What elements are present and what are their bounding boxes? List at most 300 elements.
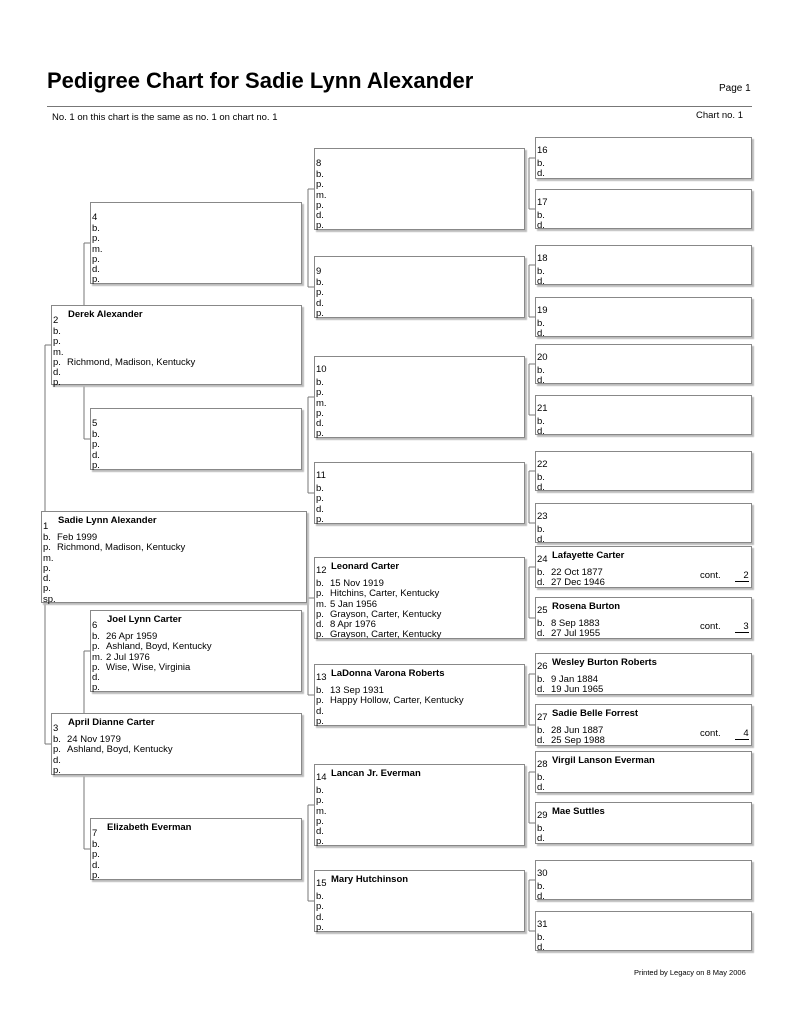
person-box-30[interactable]	[535, 860, 752, 903]
person-name: April Dianne Carter	[68, 717, 155, 728]
person-number: 23	[537, 511, 548, 522]
person-box-13[interactable]	[314, 664, 525, 726]
continuation-ref	[700, 728, 749, 740]
person-details	[43, 533, 185, 605]
detail-row	[43, 554, 185, 564]
detail-label: d.	[537, 220, 545, 232]
person-details	[316, 686, 464, 727]
detail-label: d.	[537, 684, 545, 696]
person-details	[316, 378, 330, 440]
detail-value: 13 Sep 1931	[330, 685, 384, 696]
person-box-19[interactable]	[535, 297, 752, 340]
detail-label: b.	[537, 210, 545, 221]
person-box-22[interactable]	[535, 451, 752, 494]
person-name: Sadie Belle Forrest	[552, 708, 639, 719]
person-details	[92, 840, 106, 881]
detail-row	[92, 461, 106, 471]
detail-label: p.	[316, 307, 324, 319]
detail-label: p.	[316, 901, 324, 913]
detail-value: Ashland, Boyd, Kentucky	[67, 744, 173, 756]
person-box-3[interactable]	[51, 713, 302, 775]
chart-number: Chart no. 1	[696, 110, 743, 121]
detail-label: b.	[316, 785, 324, 796]
detail-label: d.	[537, 577, 545, 589]
person-number: 17	[537, 197, 548, 208]
detail-value: Feb 1999	[57, 532, 98, 543]
detail-label: d.	[53, 367, 61, 379]
detail-label: p.	[92, 682, 100, 694]
person-name: Derek Alexander	[68, 309, 143, 320]
person-name: Wesley Burton Roberts	[552, 657, 657, 668]
detail-label: p.	[316, 695, 324, 707]
person-name: Rosena Burton	[552, 601, 621, 612]
detail-row	[537, 483, 551, 493]
detail-label: b.	[53, 326, 61, 337]
detail-label: p.	[92, 274, 100, 286]
detail-label: b.	[316, 277, 324, 288]
detail-label: p.	[53, 764, 61, 776]
detail-value: Grayson, Carter, Kentucky	[330, 608, 442, 620]
person-box-17[interactable]	[535, 189, 752, 232]
detail-label: b.	[316, 169, 324, 180]
person-details	[537, 568, 605, 589]
person-box-29[interactable]	[535, 802, 752, 844]
detail-label: b.	[537, 472, 545, 483]
detail-label: m.	[316, 397, 327, 409]
detail-row	[316, 630, 441, 640]
detail-label: p.	[43, 542, 51, 554]
person-box-27[interactable]	[535, 704, 752, 746]
detail-label: p.	[316, 513, 324, 525]
detail-label: d.	[537, 942, 545, 954]
detail-value: Hitchins, Carter, Kentucky	[330, 588, 440, 600]
detail-label: p.	[316, 921, 324, 933]
page-title: Pedigree Chart for Sadie Lynn Alexander	[47, 68, 474, 93]
detail-label: p.	[43, 562, 51, 574]
detail-value: 27 Dec 1946	[551, 577, 605, 589]
detail-label: b.	[537, 416, 545, 427]
detail-label: b.	[537, 266, 545, 277]
detail-label: p.	[316, 795, 324, 807]
person-box-1[interactable]	[41, 511, 307, 603]
cont-chart-number[interactable]: 3	[735, 621, 749, 633]
detail-label: d.	[92, 859, 100, 871]
person-box-14[interactable]	[314, 764, 525, 846]
detail-label: p.	[316, 608, 324, 620]
detail-label: d.	[537, 782, 545, 794]
detail-label: p.	[92, 661, 100, 673]
detail-value: Happy Hollow, Carter, Kentucky	[330, 695, 464, 707]
detail-label: p.	[53, 356, 61, 368]
person-box-23[interactable]	[535, 503, 752, 546]
detail-label: m.	[316, 598, 327, 610]
detail-label: b.	[43, 532, 51, 543]
detail-label: p.	[316, 715, 324, 727]
detail-label: b.	[537, 365, 545, 376]
person-number: 21	[537, 403, 548, 414]
person-number: 6	[92, 620, 98, 631]
detail-label: p.	[316, 179, 324, 191]
person-number: 10	[316, 364, 327, 375]
person-name: Elizabeth Everman	[107, 822, 192, 833]
cont-label: cont.	[700, 621, 721, 632]
detail-label: p.	[316, 387, 324, 399]
cont-chart-number[interactable]: 2	[735, 570, 749, 582]
detail-row	[53, 358, 195, 368]
page-number: Page 1	[719, 83, 751, 94]
person-details	[537, 267, 551, 288]
person-number: 20	[537, 352, 548, 363]
detail-label: b.	[537, 674, 545, 685]
person-number: 8	[316, 158, 322, 169]
detail-label: p.	[53, 744, 61, 756]
detail-row	[92, 275, 106, 285]
detail-label: p.	[316, 836, 324, 848]
person-number: 18	[537, 253, 548, 264]
detail-row	[316, 429, 330, 439]
detail-row	[537, 535, 551, 545]
detail-value: 25 Sep 1988	[551, 735, 605, 747]
person-box-9[interactable]	[314, 256, 525, 318]
person-details	[92, 430, 106, 471]
person-details	[537, 473, 551, 494]
detail-label: b.	[537, 772, 545, 783]
detail-label: p.	[316, 407, 324, 419]
person-number: 31	[537, 919, 548, 930]
detail-value: Wise, Wise, Virginia	[106, 661, 191, 673]
detail-value: 2 Jul 1976	[106, 651, 150, 663]
person-box-20[interactable]	[535, 344, 752, 387]
detail-label: b.	[316, 377, 324, 388]
person-number: 16	[537, 145, 548, 156]
detail-row	[537, 685, 603, 695]
detail-label: b.	[316, 578, 324, 589]
detail-label: d.	[316, 911, 324, 923]
detail-label: p.	[43, 583, 51, 595]
detail-row	[43, 595, 185, 605]
detail-label: d.	[316, 705, 324, 717]
detail-row	[53, 378, 195, 388]
person-box-10[interactable]	[314, 356, 525, 438]
detail-value: 28 Jun 1887	[551, 725, 604, 736]
person-box-24[interactable]	[535, 546, 752, 588]
detail-label: p.	[92, 439, 100, 451]
person-name: Lafayette Carter	[552, 550, 625, 561]
person-details	[92, 632, 212, 694]
detail-row	[53, 756, 173, 766]
detail-value: 15 Nov 1919	[330, 578, 384, 589]
person-number: 5	[92, 418, 98, 429]
person-box-31[interactable]	[535, 911, 752, 954]
person-details	[53, 735, 173, 776]
detail-value: 22 Oct 1877	[551, 567, 603, 578]
person-box-8[interactable]	[314, 148, 525, 230]
person-name: Joel Lynn Carter	[107, 614, 182, 625]
detail-value: 9 Jan 1884	[551, 674, 599, 685]
detail-row	[43, 574, 185, 584]
detail-value: Richmond, Madison, Kentucky	[67, 356, 196, 368]
detail-label: d.	[316, 826, 324, 838]
detail-row	[53, 745, 173, 755]
detail-label: d.	[316, 210, 324, 222]
person-details	[537, 525, 551, 546]
person-details	[537, 824, 551, 845]
person-name: Mae Suttles	[552, 806, 605, 817]
detail-value: Grayson, Carter, Kentucky	[330, 629, 442, 641]
person-details	[537, 366, 551, 387]
person-number: 24	[537, 554, 548, 565]
detail-label: p.	[53, 377, 61, 389]
detail-row	[537, 943, 551, 953]
person-number: 15	[316, 878, 327, 889]
detail-label: d.	[537, 534, 545, 546]
detail-label: p.	[316, 287, 324, 299]
person-box-5[interactable]	[90, 408, 302, 470]
detail-label: b.	[537, 881, 545, 892]
detail-row	[537, 169, 551, 179]
person-box-15[interactable]	[314, 870, 525, 932]
person-details	[537, 933, 551, 954]
person-box-26[interactable]	[535, 653, 752, 695]
person-number: 25	[537, 605, 548, 616]
person-details	[316, 278, 330, 319]
detail-value: 19 Jun 1965	[551, 684, 604, 696]
detail-row	[92, 663, 212, 673]
detail-row	[316, 707, 464, 717]
detail-row	[537, 427, 551, 437]
detail-value: 8 Apr 1976	[330, 619, 376, 631]
detail-row	[43, 584, 185, 594]
person-number: 29	[537, 810, 548, 821]
person-name: Virgil Lanson Everman	[552, 755, 655, 766]
detail-row	[537, 578, 605, 588]
person-name: Sadie Lynn Alexander	[58, 515, 157, 526]
detail-label: b.	[537, 823, 545, 834]
cont-label: cont.	[700, 728, 721, 739]
detail-row	[537, 629, 600, 639]
detail-label: b.	[537, 567, 545, 578]
detail-label: d.	[537, 276, 545, 288]
person-name: Lancan Jr. Everman	[331, 768, 421, 779]
person-box-28[interactable]	[535, 751, 752, 793]
detail-row	[53, 327, 195, 337]
person-number: 26	[537, 661, 548, 672]
person-number: 28	[537, 759, 548, 770]
person-details	[537, 319, 551, 340]
person-box-21[interactable]	[535, 395, 752, 438]
person-number: 12	[316, 565, 327, 576]
person-details	[537, 211, 551, 232]
detail-label: m.	[316, 805, 327, 817]
person-details	[537, 619, 600, 640]
detail-label: b.	[316, 483, 324, 494]
person-details	[316, 892, 330, 933]
person-number: 9	[316, 266, 322, 277]
detail-label: d.	[537, 735, 545, 747]
person-box-16[interactable]	[535, 137, 752, 179]
detail-row	[53, 337, 195, 347]
person-name: Leonard Carter	[331, 561, 400, 572]
detail-label: m.	[316, 189, 327, 201]
detail-label: b.	[316, 685, 324, 696]
person-details	[53, 327, 195, 389]
detail-label: d.	[537, 482, 545, 494]
person-details	[316, 170, 330, 232]
person-number: 1	[43, 521, 49, 532]
person-box-25[interactable]	[535, 597, 752, 639]
detail-value: 26 Apr 1959	[106, 631, 158, 642]
person-box-11[interactable]	[314, 462, 525, 524]
detail-label: d.	[316, 418, 324, 430]
detail-label: sp.	[43, 593, 56, 605]
detail-label: m.	[43, 552, 54, 564]
detail-label: b.	[537, 158, 545, 169]
person-box-7[interactable]	[90, 818, 302, 880]
detail-label: d.	[92, 672, 100, 684]
detail-label: d.	[537, 426, 545, 438]
detail-label: p.	[316, 220, 324, 232]
cont-chart-number[interactable]: 4	[735, 728, 749, 740]
detail-label: d.	[43, 573, 51, 585]
detail-label: p.	[92, 459, 100, 471]
person-details	[537, 773, 551, 794]
detail-label: d.	[537, 328, 545, 340]
detail-label: b.	[316, 891, 324, 902]
person-details	[537, 882, 551, 903]
detail-row	[43, 564, 185, 574]
person-box-6[interactable]	[90, 610, 302, 692]
detail-row	[537, 736, 605, 746]
cont-label: cont.	[700, 570, 721, 581]
detail-row	[53, 368, 195, 378]
person-number: 30	[537, 868, 548, 879]
detail-value: 8 Sep 1883	[551, 618, 600, 629]
detail-row	[537, 376, 551, 386]
detail-label: p.	[92, 253, 100, 265]
detail-label: d.	[92, 449, 100, 461]
detail-label: b.	[537, 932, 545, 943]
detail-row	[537, 221, 551, 231]
detail-row	[316, 696, 464, 706]
detail-label: b.	[92, 223, 100, 234]
person-number: 2	[53, 315, 59, 326]
detail-value: 24 Nov 1979	[67, 734, 121, 745]
detail-label: d.	[537, 891, 545, 903]
detail-label: p.	[53, 336, 61, 348]
detail-row	[316, 923, 330, 933]
detail-label: b.	[537, 725, 545, 736]
detail-label: p.	[316, 199, 324, 211]
person-details	[537, 417, 551, 438]
detail-row	[92, 683, 212, 693]
detail-label: d.	[53, 754, 61, 766]
detail-row	[92, 673, 212, 683]
detail-label: d.	[316, 503, 324, 515]
person-box-12[interactable]	[314, 557, 525, 639]
detail-value: Richmond, Madison, Kentucky	[57, 542, 186, 554]
detail-label: d.	[537, 833, 545, 845]
detail-label: m.	[53, 346, 64, 358]
person-number: 7	[92, 828, 98, 839]
detail-row	[43, 543, 185, 553]
detail-value: 27 Jul 1955	[551, 628, 601, 640]
detail-label: b.	[92, 429, 100, 440]
detail-label: p.	[92, 849, 100, 861]
detail-label: b.	[53, 734, 61, 745]
person-name: Mary Hutchinson	[331, 874, 409, 885]
detail-row	[92, 871, 106, 881]
continuation-ref	[700, 621, 749, 633]
detail-row	[537, 834, 551, 844]
detail-row	[316, 515, 330, 525]
person-number: 11	[316, 470, 326, 481]
detail-label: d.	[537, 168, 545, 180]
chart-reference-note: No. 1 on this chart is the same as no. 1 on chart no. 1	[52, 112, 278, 123]
printed-by-footer: Printed by Legacy on 8 May 2006	[634, 968, 746, 977]
detail-label: b.	[537, 318, 545, 329]
detail-label: b.	[537, 618, 545, 629]
detail-label: p.	[316, 428, 324, 440]
detail-label: p.	[316, 493, 324, 505]
person-box-4[interactable]	[90, 202, 302, 284]
detail-label: b.	[92, 839, 100, 850]
detail-label: d.	[92, 264, 100, 276]
detail-label: d.	[537, 628, 545, 640]
detail-row	[316, 309, 330, 319]
person-number: 27	[537, 712, 548, 723]
detail-label: p.	[316, 629, 324, 641]
detail-value: 5 Jan 1956	[330, 598, 378, 610]
detail-row	[537, 783, 551, 793]
detail-row	[537, 892, 551, 902]
detail-label: p.	[92, 233, 100, 245]
detail-label: b.	[537, 524, 545, 535]
person-details	[316, 484, 330, 525]
detail-label: b.	[92, 631, 100, 642]
detail-label: p.	[316, 588, 324, 600]
detail-row	[316, 837, 330, 847]
person-number: 4	[92, 212, 98, 223]
detail-label: d.	[316, 297, 324, 309]
person-details	[537, 159, 551, 180]
person-details	[92, 224, 106, 286]
detail-row	[316, 717, 464, 727]
detail-value: Ashland, Boyd, Kentucky	[106, 641, 212, 653]
person-name: LaDonna Varona Roberts	[331, 668, 445, 679]
detail-label: p.	[92, 641, 100, 653]
person-number: 14	[316, 772, 327, 783]
person-details	[316, 579, 441, 641]
person-details	[537, 675, 603, 696]
detail-label: m.	[92, 243, 103, 255]
person-number: 13	[316, 672, 327, 683]
detail-label: p.	[316, 815, 324, 827]
continuation-ref	[700, 570, 749, 582]
person-details	[537, 726, 605, 747]
person-details	[316, 786, 330, 848]
person-number: 19	[537, 305, 548, 316]
detail-row	[537, 277, 551, 287]
detail-label: m.	[92, 651, 103, 663]
person-box-18[interactable]	[535, 245, 752, 288]
person-number: 3	[53, 723, 59, 734]
person-number: 22	[537, 459, 548, 470]
detail-label: p.	[92, 869, 100, 881]
detail-row	[537, 329, 551, 339]
person-box-2[interactable]	[51, 305, 302, 389]
detail-label: d.	[316, 619, 324, 631]
detail-row	[316, 221, 330, 231]
